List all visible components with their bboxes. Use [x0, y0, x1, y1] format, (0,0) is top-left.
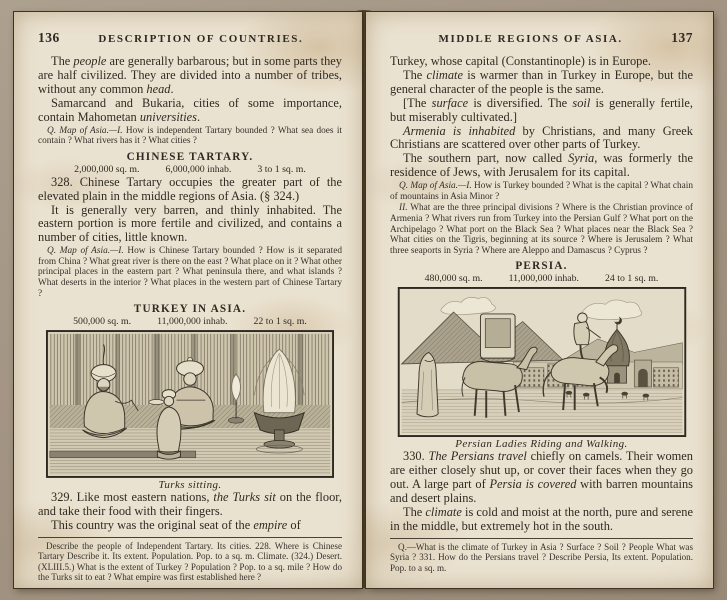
- paragraph-330: 330. The Persians travel chiefly on camels. Their women are either closely shut up, or cover their faces when they go out. A large part of Persia is covered with barren mountains and desert plains.: [390, 449, 693, 506]
- paragraph-climate: The climate is warmer than in Turkey in Europe, but the general character of the people is the same.: [390, 67, 693, 96]
- section-heading-persia: PERSIA.: [515, 260, 568, 273]
- turks-sitting-figure: [38, 330, 342, 491]
- footnote-rule: [38, 537, 342, 538]
- question-divisions: II. What are the three principal divisions ? Where is the Christian province of Armenia ? What rivers run from Turkey into the Persian Gulf ? What port on the Archipelago ? What port on the Black Sea ? What places near the Black Sea ? What cities on the Tigris, beginning at its source ? Where is Jerusalem ? What three seaports in Syria ? Where are Aleppo and Damascus ? Cyprus ?: [390, 203, 693, 256]
- stat-density: 3 to 1 sq. m.: [257, 163, 306, 175]
- stat-population: 6,000,000 inhab.: [165, 163, 232, 175]
- section-heading-chinese-tartary: CHINESE TARTARY.: [126, 150, 254, 163]
- right-footnote: [390, 538, 693, 573]
- stats-chinese-tartary: [38, 164, 342, 175]
- paragraph-328: 328. Chinese Tartary occupies the greater part of the elevated plain in the middle regions of Asia. (§ 324.): [38, 174, 342, 203]
- persian-ladies-figure: [390, 287, 693, 450]
- left-page: [14, 12, 362, 588]
- paragraph-samarcand: Samarcand and Bukaria, cities of some importance, contain Mahometan universities.: [38, 95, 342, 124]
- stat-area: 480,000 sq. m.: [424, 273, 483, 285]
- paragraph-country: This country was the original seat of the empire of: [51, 518, 301, 533]
- persian-ladies-caption: Persian Ladies Riding and Walking.: [455, 438, 628, 451]
- paragraph-329: 329. Like most eastern nations, the Turks sit on the floor, and take their food with their fingers.: [38, 490, 342, 519]
- left-running-header: DESCRIPTION OF COUNTRIES.: [98, 33, 304, 45]
- gate-arch: [634, 360, 651, 387]
- stats-turkey: [38, 316, 342, 327]
- turks-sitting-caption: Turks sitting.: [158, 479, 222, 492]
- left-page-header: [38, 30, 342, 46]
- footnote-rule: [390, 538, 693, 539]
- stat-population: 11,000,000 inhab.: [157, 316, 228, 328]
- persian-ladies-engraving: [397, 287, 687, 437]
- question-independent-tartary: Q. Map of Asia.—I. How is independent Tartary bounded ? What sea does it contain ? What rivers has it ? What cities ?: [38, 125, 342, 147]
- paragraph-barren: It is generally very barren, and thinly inhabited. The eastern portion is more fertile and civilized, and contains a number of cities, little known.: [38, 202, 342, 245]
- turks-sitting-engraving: [46, 330, 334, 478]
- paragraph-climate-persia: The climate is cold and moist at the north, pure and serene in the middle, but extremely hot in the south.: [390, 504, 693, 533]
- left-footnote-text: Describe the people of Independent Tartary. Its cities. 228. Where is Chinese Tartary Describe it. Its extent. Population. Pop. to a sq. m. Climate. (324.) Desert. (XLIII.5.) What is the extent of Turkey ? Population ? Pop. to a sq. mile ? How do the Turks sit to eat ? What empire was first established here ?: [38, 540, 342, 583]
- stat-area: 500,000 sq. m.: [73, 316, 132, 328]
- stat-density: 24 to 1 sq. m.: [605, 273, 659, 285]
- question-chinese-tartary: Q. Map of Asia.—I. How is Chinese Tartary bounded ? How is it separated from China ? What great river is there on the east ? What place on it ? What other principal places in the eastern part ? What peninsula there, and what islands ? What deserts in the interior ? What places in the western part of Chinese Tartary ?: [38, 246, 342, 299]
- paragraph-turkey-capital: Turkey, whose capital (Constantinople) is in Europe.: [390, 54, 651, 68]
- right-footnote-text: Q.—What is the climate of Turkey in Asia ? Surface ? Soil ? People What was Syria ? 331. How do the Persians travel ? Describe Persia, Its extent. Population. Pop. to a sq. m.: [390, 541, 693, 573]
- stat-population: 11,000,000 inhab.: [508, 273, 579, 285]
- right-page-header: [390, 30, 693, 46]
- section-heading-turkey-in-asia: TURKEY IN ASIA.: [133, 303, 247, 316]
- right-page-number: 137: [671, 30, 693, 45]
- question-turkey: Q. Map of Asia.—I. How is Turkey bounded ? What is the capital ? What chain of mountains in Asia Minor ?: [390, 181, 693, 202]
- stat-area: 2,000,000 sq. m.: [74, 163, 140, 175]
- paragraph-syria: The southern part, now called Syria, was formerly the residence of Jews, with Jerusalem for its capital.: [390, 151, 694, 180]
- stats-persia: [390, 273, 693, 284]
- left-page-number: 136: [38, 30, 60, 45]
- left-footnote: [38, 537, 342, 583]
- ground: [401, 389, 682, 433]
- paragraph-surface: [The surface is diversified. The soil is generally fertile, but miserably cultivated.]: [390, 95, 693, 124]
- paragraph-people: The people are generally barbarous; but in some parts they are half civilized. They are divided into a number of tribes, without any common head.: [38, 54, 342, 96]
- right-running-header: MIDDLE REGIONS OF ASIA.: [438, 33, 623, 45]
- stat-density: 22 to 1 sq. m.: [253, 316, 307, 328]
- paragraph-armenia: Armenia is inhabited by Christians, and many Greek Christians are scattered over other parts of Turkey.: [390, 123, 693, 152]
- right-page: [366, 12, 713, 588]
